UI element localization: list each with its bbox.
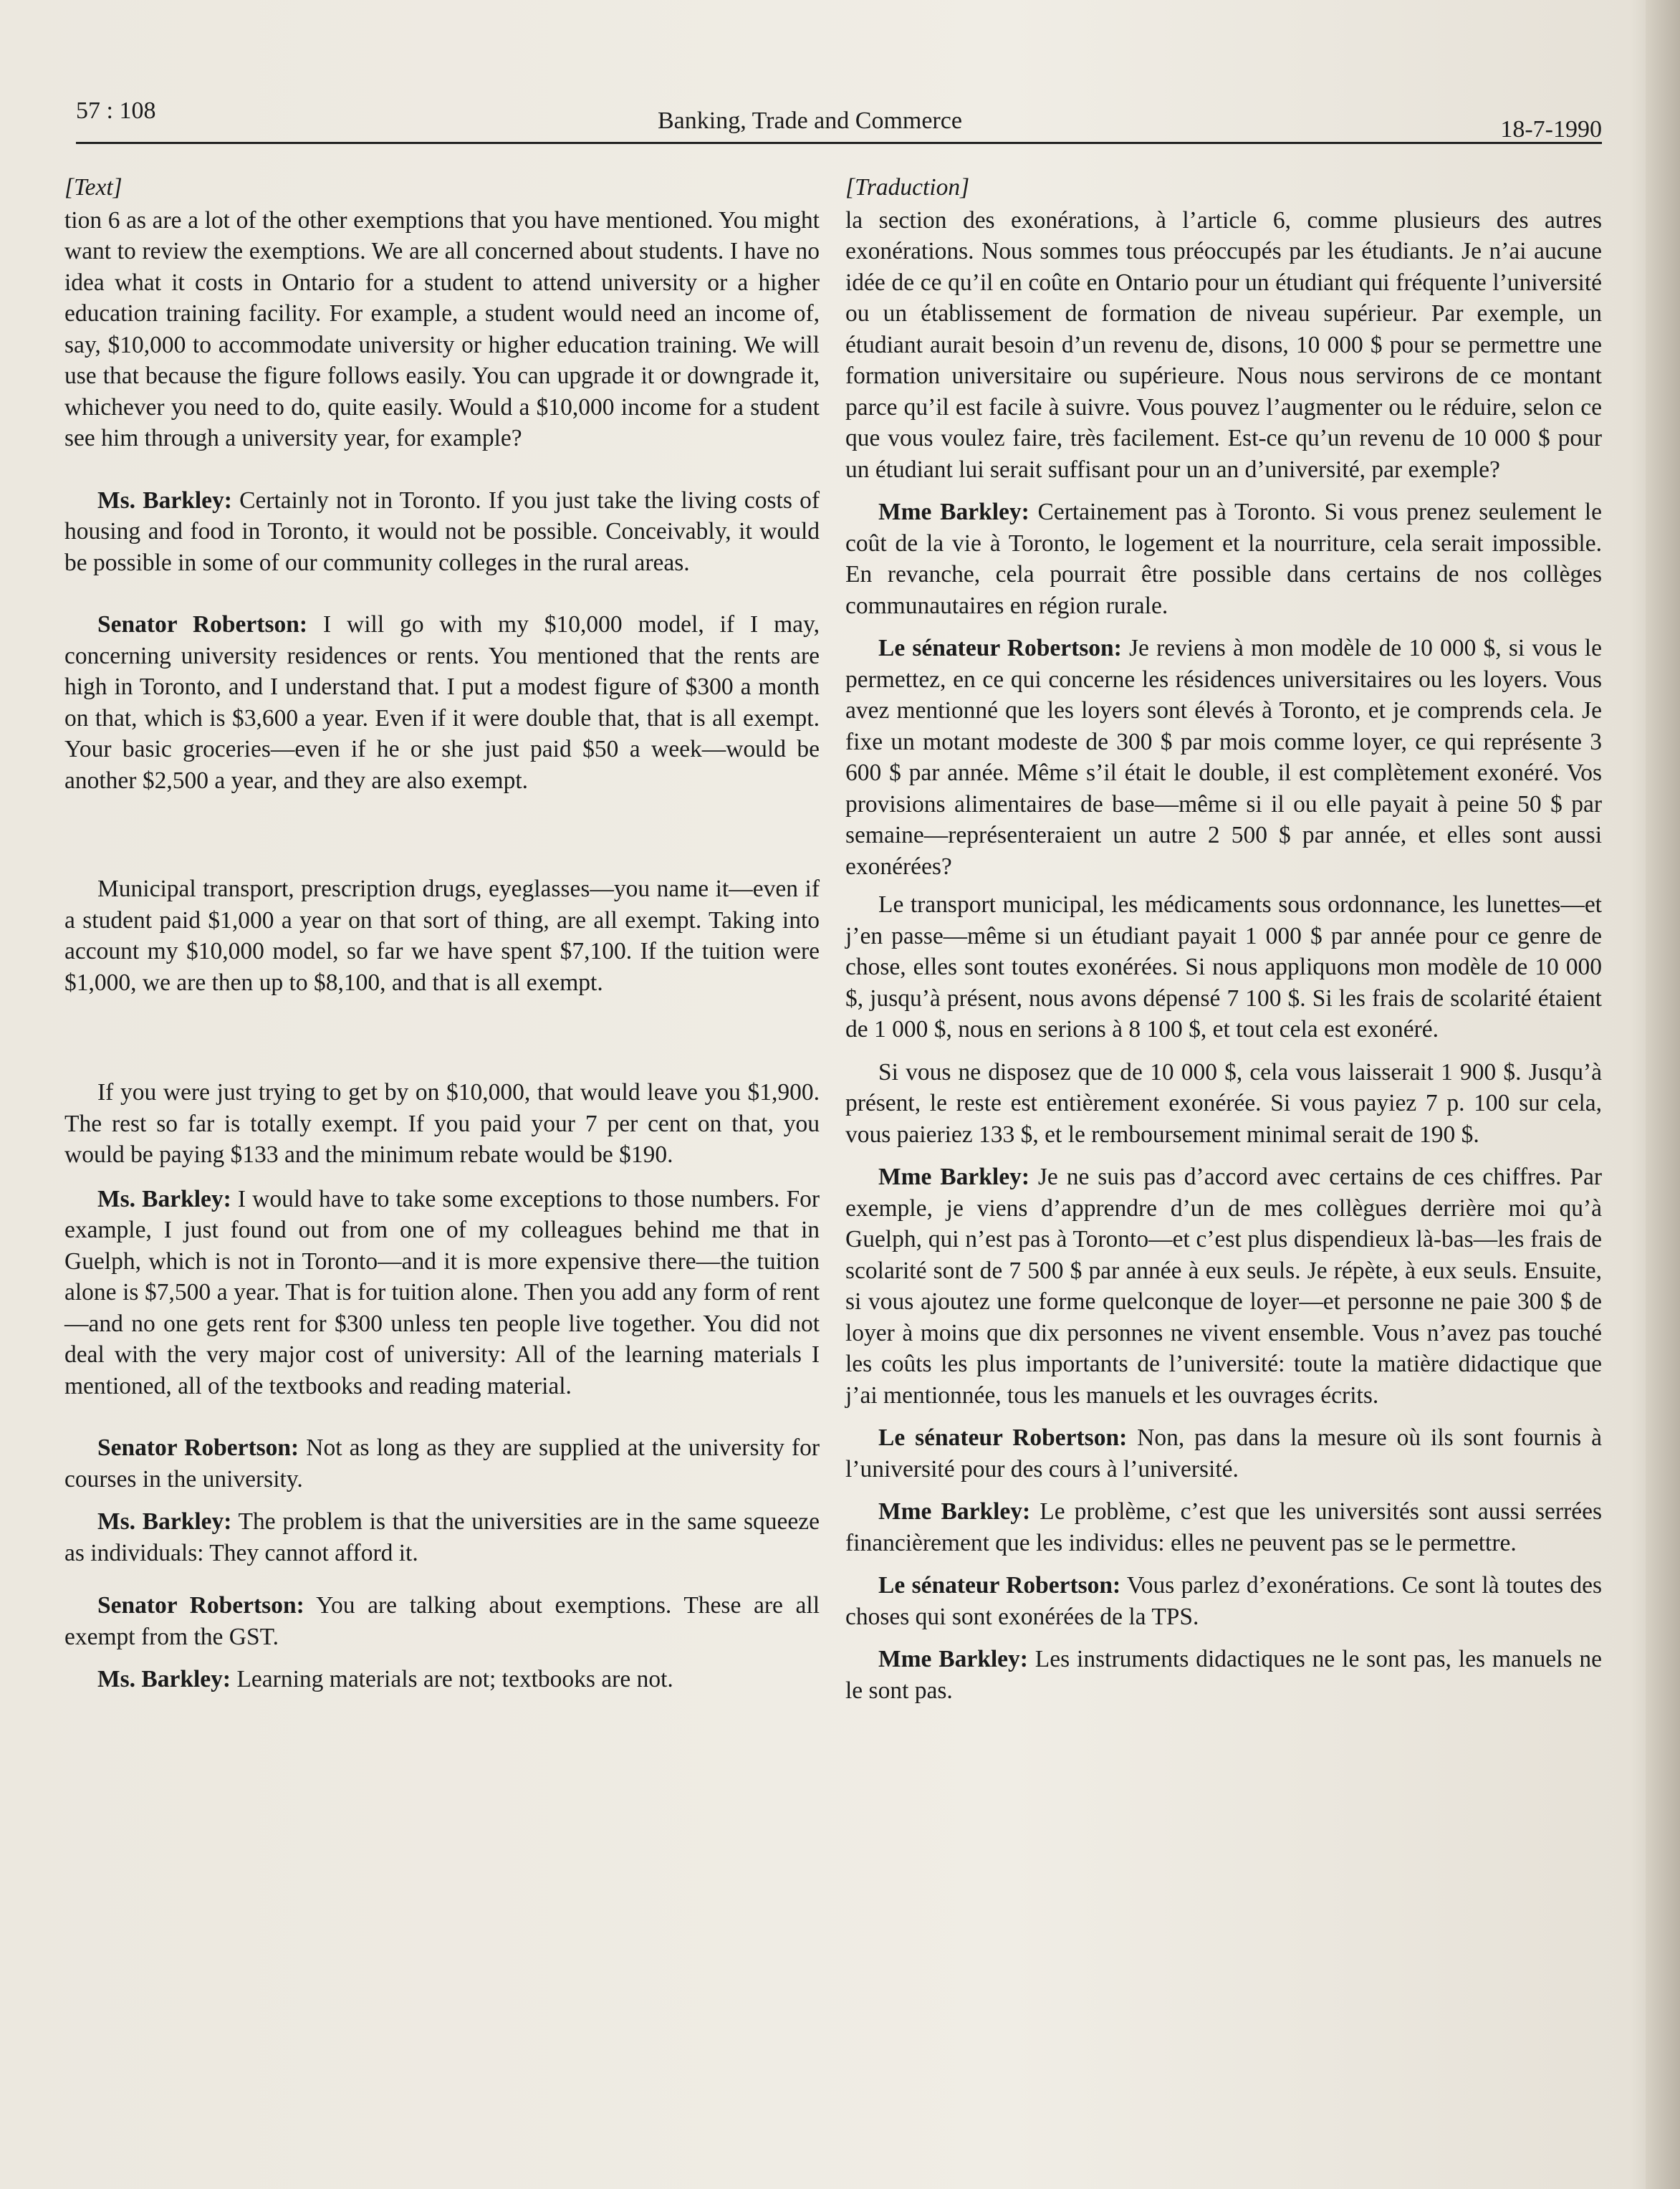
fr-paragraph-2 bbox=[845, 497, 1602, 621]
speech: Certainly not in Toronto. If you just take the living costs of housing and food in Toronto, it would not be possible. Conceivably, it would be possible in some of our community colleges in the rural areas. bbox=[64, 487, 820, 576]
page-number: 57 : 108 bbox=[76, 97, 156, 124]
fr-paragraph-5: Si vous ne disposez que de 10 000 $, cela vous laisserait 1 900 $. Jusqu’à présent, le reste est entièrement exonérée. Si vous payiez 7 p. 100 sur cela, vous paieriez 133 $, et le remboursement minimal serait de 190 $. bbox=[845, 1058, 1602, 1148]
speech: You are talking about exemptions. These are all exempt from the GST. bbox=[64, 1592, 820, 1650]
page-edge bbox=[1646, 0, 1680, 2189]
speech: Les instruments didactiques ne le sont pas, les manuels ne le sont pas. bbox=[845, 1646, 1602, 1704]
speech: Certainement pas à Toronto. Si vous prenez seulement le coût de la vie à Toronto, le logement et la nourriture, cela serait impossible. En revanche, cela pourrait être possible dans certains de nos collèges communautaires en région rurale. bbox=[845, 499, 1602, 619]
speaker: Senator Robertson: bbox=[97, 611, 308, 638]
french-column bbox=[845, 172, 1602, 1706]
committee-title: Banking, Trade and Commerce bbox=[658, 107, 962, 134]
speech: Je reviens à mon modèle de 10 000 $, si vous le permettez, en ce qui concerne les résidences universitaires ou les loyers. Vous avez mentionné que les loyers sont élevés à Toronto, et je comprends cela. Je fixe un motant modeste de 300 $ par mois comme loyer, ce qui représente 3 600 $ par année. Même s’il était le double, il est complètement exonéré. Vos provisions alimentaires de base—même si il ou elle payait à peine 50 $ par semaine—représenteraient un autre 2 500 $ par année, et elles sont aussi exonérées? bbox=[845, 635, 1602, 880]
en-paragraph-10 bbox=[64, 1664, 820, 1695]
traduction-label: [Traduction] bbox=[845, 174, 970, 201]
speech: Non, pas dans la mesure où ils sont fournis à l’université pour des cours à l’université. bbox=[845, 1424, 1602, 1483]
en-paragraph-4: Municipal transport, prescription drugs, eyeglasses—you name it—even if a student paid $1,000 a year on that sort of thing, are all exempt. Taking into account my $10,000 model, so far we have spent $7,100. If the tuition were $1,000, we are then up to $8,100, and that is all exempt. bbox=[64, 876, 820, 996]
speech: Learning materials are not; textbooks are not. bbox=[231, 1666, 673, 1692]
en-paragraph-1: tion 6 as are a lot of the other exemptions that you have mentioned. You might want to review the exemptions. We are all concerned about students. I have no idea what it costs in Ontario for a student to attend university or a higher education training facility. For example, a student would need an income of, say, $10,000 to accommodate university or higher education training. We will use that because the figure follows easily. You can upgrade it or downgrade it, whichever you need to do, quite easily. Would a $10,000 income for a student see him through a university year, for example? bbox=[64, 206, 820, 451]
speaker: Mme Barkley: bbox=[878, 499, 1029, 525]
speaker: Mme Barkley: bbox=[878, 1646, 1028, 1672]
en-paragraph-9 bbox=[64, 1590, 820, 1652]
page-header bbox=[76, 92, 1602, 144]
english-column bbox=[64, 172, 820, 1695]
fr-paragraph-4: Le transport municipal, les médicaments sous ordonnance, les lunettes—et j’en passe—même si un étudiant payait 1 000 $ par année pour ce genre de chose, elles sont toutes exonérées. Si nous appliquons mon modèle de 10 000 $, jusqu’à présent, nous avons dépensé 7 100 $. Si les frais de scolarité étaient de 1 000 $, nous en serions à 8 100 $, et tout cela est exonéré. bbox=[845, 891, 1602, 1043]
speech: Je ne suis pas d’accord avec certains de ces chiffres. Par exemple, je viens d’apprendre d’un de mes collègues derrière moi qu’à Guelph, qui n’est pas à Toronto—et c’est plus dispendieux là-bas—les frais de scolarité sont de 7 500 $ par année à eux seuls. Je répète, à eux seuls. Ensuite, si vous ajoutez une forme quelconque de loyer—et personne ne paie 300 $ de loyer à moins que dix personnes ne vivent ensemble. Vous n’avez pas touché les coûts les plus importants de l’université: toute la matière didactique que j’ai mentionnée, tous les manuels et les ouvrages écrits. bbox=[845, 1164, 1603, 1409]
speaker: Le sénateur Robertson: bbox=[878, 1424, 1128, 1451]
en-paragraph-3 bbox=[64, 609, 820, 796]
speaker: Ms. Barkley: bbox=[97, 1508, 232, 1535]
speech: Vous parlez d’exonérations. Ce sont là toutes des choses qui sont exonérées de la TPS. bbox=[845, 1572, 1602, 1630]
en-paragraph-2 bbox=[64, 485, 820, 579]
speech: Not as long as they are supplied at the university for courses in the university. bbox=[64, 1434, 820, 1493]
speaker: Ms. Barkley: bbox=[97, 1185, 231, 1212]
speaker: Ms. Barkley: bbox=[97, 487, 232, 514]
speech: I will go with my $10,000 model, if I may, concerning university residences or rents. You mentioned that the rents are high in Toronto, and I understand that. I put a modest figure of $300 a month on that, which is $3,600 a year. Even if it were double that, that is all exempt. Your basic groceries—even if he or she just paid $50 a week—would be another $2,500 a year, and they are also exempt. bbox=[64, 611, 820, 794]
fr-paragraph-9 bbox=[845, 1570, 1602, 1632]
fr-paragraph-3 bbox=[845, 633, 1602, 882]
fr-paragraph-10 bbox=[845, 1644, 1602, 1706]
speech: I would have to take some exceptions to those numbers. For example, I just found out from one of my colleagues behind me that in Guelph, which is not in Toronto—and it is more expensive there—the tuition alone is $7,500 a year. That is for tuition alone. Then you add any form of rent—and no one gets rent for $300 unless ten people live together. You did not deal with the very major cost of university: All of the learning materials I mentioned, all of the textbooks and reading material. bbox=[64, 1185, 820, 1399]
speaker: Mme Barkley: bbox=[878, 1164, 1029, 1190]
speaker: Mme Barkley: bbox=[878, 1498, 1031, 1525]
speech: Le problème, c’est que les universités sont aussi serrées financièrement que les individus: elles ne peuvent pas se le permettre. bbox=[845, 1498, 1602, 1556]
speech: The problem is that the universities are in the same squeeze as individuals: They cannot afford it. bbox=[64, 1508, 820, 1566]
en-paragraph-6 bbox=[64, 1184, 820, 1402]
text-label: [Text] bbox=[64, 174, 123, 201]
speaker: Senator Robertson: bbox=[97, 1434, 299, 1461]
speaker: Le sénateur Robertson: bbox=[878, 1572, 1121, 1599]
fr-paragraph-7 bbox=[845, 1422, 1602, 1485]
header-date: 18-7-1990 bbox=[1500, 116, 1602, 143]
fr-paragraph-6 bbox=[845, 1161, 1602, 1411]
speaker: Ms. Barkley: bbox=[97, 1666, 231, 1692]
speaker: Senator Robertson: bbox=[97, 1592, 304, 1619]
fr-paragraph-1: la section des exonérations, à l’article 6, comme plusieurs des autres exonérations. Nous sommes tous préoccupés par les étudiants. Je n’ai aucune idée de ce qu’il en coûte en Ontario pour un étudiant qui fréquente l’université ou un établissement de formation de niveau supérieur. Par exemple, un étudiant aurait besoin d’un revenu de, disons, 10 000 $ pour se permettre une formation universitaire ou supérieure. Nous nous servirons de ce montant parce qu’il est facile à suivre. Vous pouvez l’augmenter ou le réduire, selon ce que vous voulez faire, très facilement. Est-ce qu’un revenu de 10 000 $ pour un étudiant lui serait suffisant pour un an d’université, par exemple? bbox=[845, 206, 1602, 483]
speaker: Le sénateur Robertson: bbox=[878, 635, 1122, 661]
en-paragraph-8 bbox=[64, 1506, 820, 1568]
en-paragraph-7 bbox=[64, 1432, 820, 1495]
fr-paragraph-8 bbox=[845, 1496, 1602, 1558]
en-paragraph-5: If you were just trying to get by on $10,000, that would leave you $1,900. The rest so far is totally exempt. If you paid your 7 per cent on that, you would be paying $133 and the minimum rebate would be $190. bbox=[64, 1079, 820, 1168]
